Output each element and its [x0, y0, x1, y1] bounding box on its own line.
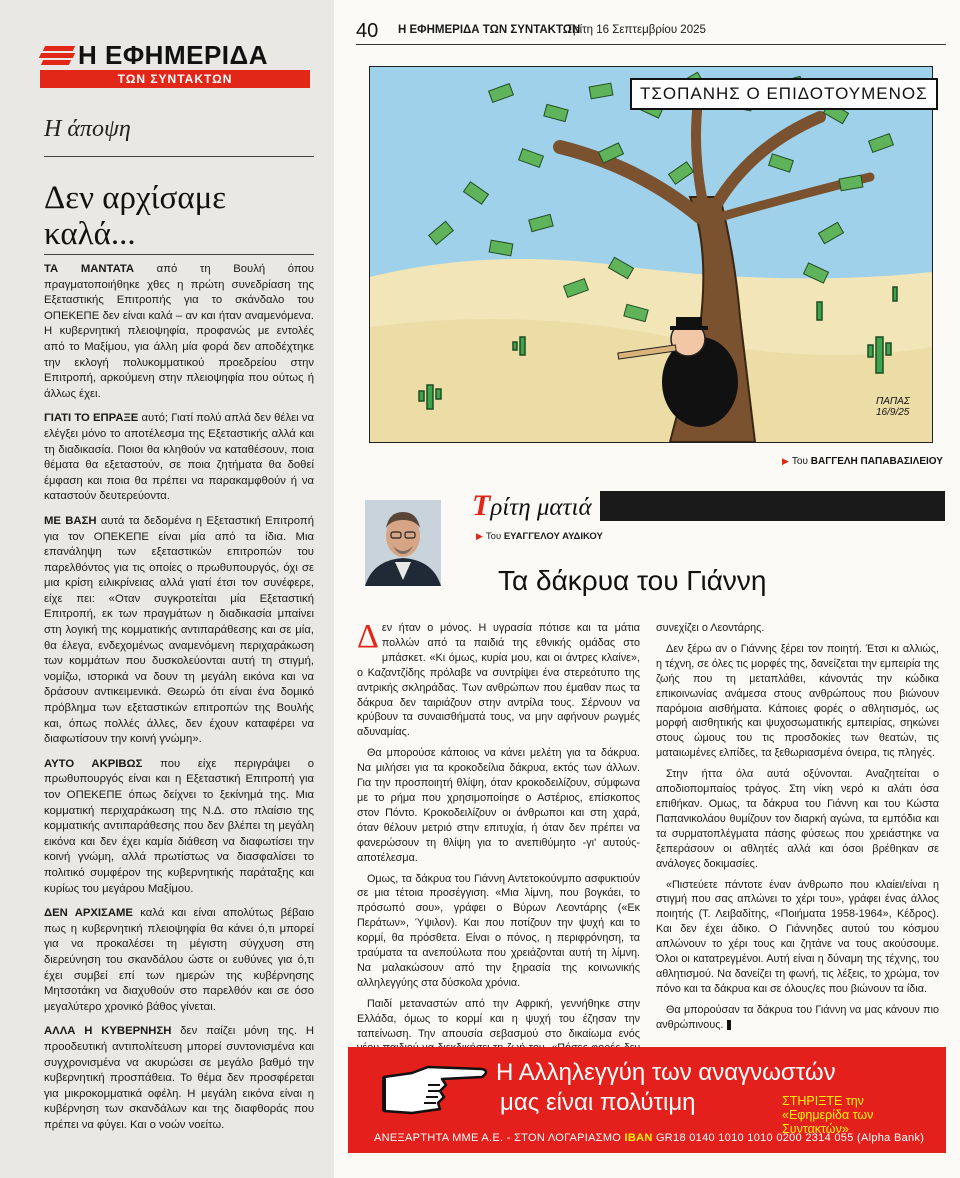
article-column-1: [357, 618, 640, 1077]
cartoon-credit: ▶ Του ΒΑΓΓΕΛΗ ΠΑΠΑΒΑΣΙΛΕΙΟΥ: [782, 456, 943, 467]
cartoon-drawing: [370, 67, 932, 442]
divider: [44, 254, 314, 255]
ad-bank-details: ΑΝΕΞΑΡΤΗΤΑ ΜΜΕ Α.Ε. - ΣΤΟΝ ΛΟΓΑΡΙΑΣΜΟ IBAN GR18 0140 1010 1010 0200 2314 055 (Alpha Bank): [374, 1132, 925, 1144]
cartoon-image: [369, 66, 933, 443]
masthead-subtitle: ΤΩΝ ΣΥΝΤΑΚΤΩΝ: [40, 70, 310, 88]
editorial-paragraph: ΜΕ ΒΑΣΗ αυτά τα δεδομένα η Εξεταστική Επιτροπή για τον ΟΠΕΚΕΠΕ είναι μία από τα ίδια. Μια επανάληψη των εξεταστικών επιτροπών του παρελθόντος για τις οποίες ο πρωθυπουργός, όχι σε μια κρίση ειλικρίνειας αλλά γιατί έτσι τον συνέφερε, είχε πει: «Οταν συγκροτείται μία Εξεταστική Επιτροπή, εκ των πραγμάτων η διαδικασία μπαίνει στη λογική της κομματικής αντιπαράθεσης και σε μία, θα έλεγα, ενδεχομένως αναμενόμενη περιχαράκωση των κομμάτων που δυσκολεύονται αυτή τη στιγμή, νομίζω, ιστορικά να δουν τη μεγάλη εικόνα και να δράσουν αντικειμενικά. Θεωρώ ότι είναι ένα δομικό πρόβλημα των εξεταστικών επιτροπών της Βουλής και, όπως πολλές άλλες, δεν έχουν καταφέρει να διαφωτίσουν την κοινή γνώμη».: [44, 514, 314, 746]
article-column-2: [656, 621, 939, 1039]
article-paragraph: Δεν ξέρω αν ο Γιάννης ξέρει τον ποιητή. Έτσι κι αλλιώς, η τέχνη, σε όλες τις μορφές της, δανείζεται την εμπειρία της ζωής που τη μεταπλάθει, κάνοντάς την κώδικα επικοινωνίας ανάμεσα στους ανθρώπους που βιώνουν παρόμοια αισθήματα. Κάποιες φορές ο αθλητισμός, ως μορφή αισθητικής και ψυχοσωματικής εμπειρίας, σηκώνει στους ώμους του τις προσδοκίες των θεατών, τις ματαιωμένες ελπίδες, τα ξεθωριασμένα όνειρα, τις πληγές.: [656, 642, 939, 760]
editorial-body: [44, 262, 314, 1142]
column-label: Τρίτη ματιά: [470, 489, 600, 523]
article-paragraph: «Πιστεύετε πάντοτε έναν άνθρωπο που κλαίει/είναι η στιγμή που σας απλώνει το χέρι του», γράφει ένας άλλος ποιητής (Τ. Λειβαδίτης, «Ποιήματα 1958-1964», Κέδρος). Και δεν έχει άδικο. Ο Γιάννηδες αυτού του κόσμου απλώνουν το χέρι τους και ζητάνε να τους ακούσουμε. Όλοι οι κατατρεγμένοι. Αυτή είναι η δύναμη της τέχνης, του αθλητισμού. Να δανείζει τη φωνή, τις λέξεις, το χρώμα, τον πόνο και τα δάκρυα και σε όλους/ες που βιώνουν τα ίδια.: [656, 878, 939, 995]
article-paragraph: Παιδί μεταναστών από την Αφρική, γεννήθηκε στην Ελλάδα, όμως το κορμί και η ψυχή του έζησαν την ταπείνωση. Την απουσία σεβασμού στο δικαίωμα ενός: [357, 997, 640, 1040]
article-paragraph: συνεχίζει ο Λεοντάρης.: [656, 622, 765, 634]
ad-subtitle: μας είναι πολύτιμη: [500, 1089, 696, 1116]
editorial-paragraph: ΑΛΛΑ Η ΚΥΒΕΡΝΗΣΗ δεν παίζει μόνη της. Η προοδευτική αντιπολίτευση μπορεί συντονισμένα και συγχρονισμένα να ακυρώσει σε μεγάλο βαθμό την κυβερνητική προσπάθεια. Το θέμα δεν προσφέρεται για μικροκομματικά οφέλη. Η μεγάλη εικόνα είναι η κυβέρνηση των σκανδάλων και της διαφθοράς που πρέπει να φύγει. Και ο νοών νοείτω.: [44, 1025, 314, 1131]
editorial-paragraph: ΤΑ ΜΑΝΤΑΤΑ από τη Βουλή όπου πραγματοποιήθηκε χθες η πρώτη συνεδρίαση της Εξεταστικής Επιτροπής για το σκάνδαλο του ΟΠΕΚΕΠΕ δεν είναι καλά – αν και ήταν αναμενόμενα. Η κυβερνητική πλειοψηφία, προφανώς με εντολές από το Μαξίμου, για άλλη μία φορά δεν αποδέχτηκε την εκλογή πολυκομματικού προεδρείου στην Επιτροπή, αρκούμενη στην πλειοψηφία που ούτως ή άλλως έχει.: [44, 263, 314, 400]
editorial-title: Δεν αρχίσαμε καλά...: [44, 180, 227, 252]
end-mark-icon: [727, 1020, 731, 1030]
section-label: Η άποψη: [44, 116, 131, 142]
ad-title: Η Αλληλεγγύη των αναγνωστών: [496, 1059, 836, 1086]
cartoon-signature: ΠΑΠΑΣ 16/9/25: [876, 396, 910, 418]
author-portrait-icon: [365, 500, 441, 586]
editorial-paragraph: ΑΥΤΟ ΑΚΡΙΒΩΣ που είχε περιγράψει ο πρωθυπουργός είναι και η Εξεταστική Επιτροπή για τον ΟΠΕΚΕΠΕ όπως δείχνει το ξεκίνημά της. Μια κομματική περιχαράκωση της Ν.Δ. στο πλαίσιο της κομματικής αντιπαράθεσης που δεν βλέπει τη μεγάλη εικόνα και δεν έχει καμία διάθεση να διαφωτίσει την κοινή γνώμη, αλλά πρωτίστως να διασφαλίσει το πολιτικό συμφέρον της κυβερνητικής παράταξης και κυρίως του μεγάρου Μαξίμου.: [44, 757, 314, 895]
column-byline: ▶ Του ΕΥΑΓΓΕΛΟΥ ΑΥΔΙΚΟΥ: [476, 531, 603, 542]
solidarity-ad-banner[interactable]: [348, 1047, 946, 1153]
masthead-name: Η ΕΦΗΜΕΡΙΔΑ: [78, 39, 268, 70]
drop-cap: Δ: [357, 618, 379, 655]
article-paragraph: Ομως, τα δάκρυα του Γιάννη Αντετοκούνμπο ασφυκτιούν σε μια τέτοια προσέγγιση. «Μια λίμνη, που βογκάει, το πρόσωπό σου», γράφει ο Βύρων Λεοντάρης («Εκ Περάτων», Ύψιλον). Και που ποτίζουν την ψυχή και το κορμί, θα πρόσθετα. Είναι ο πόνος, η περιφρόνηση, τα τραύματα τα ανεπούλωτα που χρειάζονται αυτή τη λίμνη. Να μαλακώσουν από την ξηρασία της κοινωνικής αλληλεγγύης στα δύσκολα χρόνια.: [357, 872, 640, 989]
article-title: Τα δάκρυα του Γιάννη: [498, 565, 767, 596]
divider: [44, 156, 314, 157]
play-arrow-icon: ▶: [476, 531, 483, 541]
masthead-logo[interactable]: [40, 40, 310, 88]
ad-support-cta[interactable]: ΣΤΗΡΙΞΤΕ την «Εφημερίδα των Συντακτών»: [782, 1094, 874, 1136]
article-paragraph: Θα μπορούσε κάποιος να κάνει μελέτη για τα δάκρυα. Να μιλήσει για τα κροκοδείλια δάκρυα, εκτός των άλλων. Για την προσποιητή θλίψη, όταν κροκοδειλίζουν, σύμφωνα με το ρήμα που χρησιμοποίησε ο Αστέριος, επίσκοπος στον Πόντο. Κροκοδειλίζουν οι άνθρωποι και στη χαρά, όταν θέλουν μετριό στην επιτυχία, ή όταν δεν πρέπει να φανερώσουν τη θλίψη για το ανεπιθύμητο -γι' αυτούς- αποτέλεσμα.: [357, 747, 640, 864]
article-paragraph: Δεν ήταν ο μόνος. Η υγρασία πότισε και τα μάτια πολλών από τα παιδιά της εθνικής ομάδας στο μπάσκετ. «Κι όμως, κυρία μου, και οι άντρες κλαίνε», ο Καζαντζίδης πρόλαβε να συντρίψει ένα στερεότυπο της αντρικής σκληράδας. Των ανθρώπων που έμαθαν πως τα δάκρυα δεν ταιριάζουν στην αντρίλα τους. Σέρνουν να κρύβουν τα συναισθήματά τους, να μην αφήνουν ρωγμές αδυναμίας.: [357, 618, 640, 739]
author-photo: [365, 500, 441, 586]
logo-stripes-icon: [40, 44, 74, 66]
cartoon-caption: ΤΣΟΠΑΝΗΣ Ο ΕΠΙΔΟΤΟΥΜΕΝΟΣ: [630, 78, 938, 110]
header-date: Τρίτη 16 Σεπτεμβρίου 2025: [566, 24, 706, 36]
pointing-hand-icon: [382, 1059, 492, 1119]
editorial-paragraph: ΔΕΝ ΑΡΧΙΣΑΜΕ καλά και είναι απολύτως βέβαιο πως η κυβερνητική πλειοψηφία θα κάνει ό,τι μπορεί για να προκαλέσει τη μέγιστη σύγχυση στη διερεύνηση του σκανδάλου ώστε οι ευθύνες για ό,τι έχει συμβεί επί των ημερών της κυβέρνησης Μητσοτάκη να διαχυθούν στο παρελθόν και σε όσο μεγαλύτερο χρονικό βάθος γίνεται.: [44, 907, 314, 1013]
article-paragraph: Θα μπορούσαν τα δάκρυα του Γιάννη να μας κάνουν πιο ανθρώπινους.: [656, 1003, 939, 1031]
play-arrow-icon: ▶: [782, 456, 789, 466]
page-header: [356, 18, 946, 45]
editorial-paragraph: ΓΙΑΤΙ ΤΟ ΕΠΡΑΞΕ αυτό; Γιατί πολύ απλά δεν θέλει να ελέγξει μόνο το αποτέλεσμα της Εξεταστικής αλλά και τη διαδικασία. Ποιοι θα κληθούν να καταθέσουν, ποια θέματα θα εξεταστούν, σε ποια ζητήματα θα δοθεί έμφαση και ποια θα πρέπει να παρακαμφθούν ή να καταστούν δευτερεύοντα.: [44, 412, 314, 503]
article-paragraph: Στην ήττα όλα αυτά οξύνονται. Αναζητείται ο αποδιοπομπαίος τράγος. Στη νίκη νερό κι αλάτι όσα επιθήκαν. Ομως, τα δάκρυα του Γιάννη και του Κώστα Παπανικολάου θυμίζουν τον διαρκή αγώνα, τα εμπόδια και τα συρματοπλέγματα πάσης φύσεως που χρειάστηκε να ξεπεράσουν οι αθλητές αλλά και όσοι βρέθηκαν σε ανάλογες δοκιμασίες.: [656, 768, 939, 870]
page-number: 40: [356, 20, 379, 42]
header-paper-name: Η ΕΦΗΜΕΡΙΔΑ ΤΩΝ ΣΥΝΤΑΚΤΩΝ: [398, 24, 581, 36]
